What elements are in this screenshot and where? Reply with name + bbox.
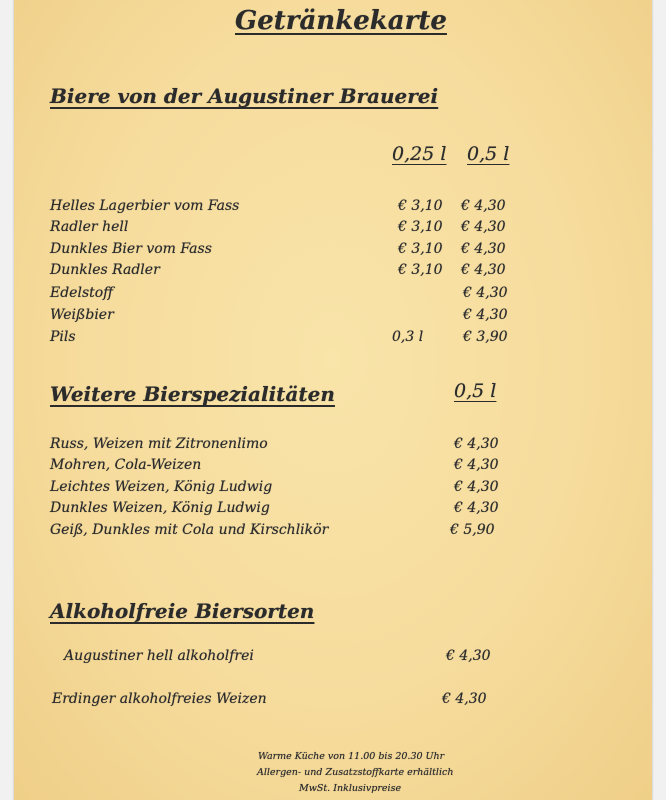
- column-head-025: 0,25 l: [392, 143, 447, 165]
- menu-item-price-small: € 3,10: [398, 262, 443, 278]
- menu-item-price: € 4,30: [454, 479, 499, 495]
- menu-item-name: Dunkles Weizen, König Ludwig: [50, 500, 270, 516]
- menu-item-name: Leichtes Weizen, König Ludwig: [50, 479, 273, 495]
- menu-item-price-large: € 4,30: [463, 285, 508, 301]
- section-heading-augustiner: Biere von der Augustiner Brauerei: [50, 84, 439, 108]
- menu-item-name: Edelstoff: [50, 285, 114, 301]
- menu-item-price-large: € 4,30: [461, 241, 506, 257]
- menu-item-name: Pils: [50, 329, 76, 345]
- menu-item-price-large: € 3,90: [463, 329, 508, 345]
- menu-item-price-large: € 4,30: [463, 307, 508, 323]
- menu-item-price: € 5,90: [450, 522, 495, 538]
- footer-kitchen-hours: Warme Küche von 11.00 bis 20.30 Uhr: [258, 751, 445, 762]
- menu-item-name: Erdinger alkoholfreies Weizen: [52, 691, 267, 707]
- menu-item-name: Weißbier: [50, 307, 114, 323]
- menu-item-name: Augustiner hell alkoholfrei: [64, 648, 254, 664]
- menu-item-size: 0,3 l: [392, 329, 424, 345]
- menu-item-price-large: € 4,30: [461, 198, 506, 214]
- column-head-05-special: 0,5 l: [454, 380, 497, 402]
- menu-item-name: Radler hell: [50, 219, 129, 235]
- section-heading-alkoholfrei: Alkoholfreie Biersorten: [50, 599, 315, 623]
- section-heading-spezialitaeten: Weitere Bierspezialitäten: [50, 382, 335, 406]
- menu-page: [14, 0, 652, 800]
- menu-item-price: € 4,30: [454, 457, 499, 473]
- page-title: Getränkekarte: [235, 6, 447, 36]
- menu-item-name: Helles Lagerbier vom Fass: [50, 198, 240, 214]
- footer-vat-note: MwSt. Inklusivpreise: [299, 783, 402, 794]
- menu-item-price-small: € 3,10: [398, 198, 443, 214]
- menu-item-price: € 4,30: [454, 500, 499, 516]
- column-head-05: 0,5 l: [467, 143, 510, 165]
- menu-item-price: € 4,30: [442, 691, 487, 707]
- menu-item-name: Dunkles Radler: [50, 262, 160, 278]
- menu-item-price: € 4,30: [446, 648, 491, 664]
- menu-item-name: Mohren, Cola-Weizen: [50, 457, 202, 473]
- menu-item-price-large: € 4,30: [461, 219, 506, 235]
- menu-item-price-small: € 3,10: [398, 219, 443, 235]
- menu-item-name: Russ, Weizen mit Zitronenlimo: [50, 436, 268, 452]
- menu-item-price-small: € 3,10: [398, 241, 443, 257]
- menu-item-name: Dunkles Bier vom Fass: [50, 241, 212, 257]
- menu-item-price-large: € 4,30: [461, 262, 506, 278]
- footer-allergen-note: Allergen- und Zusatzstoffkarte erhältlich: [257, 767, 454, 778]
- menu-item-name: Geiß, Dunkles mit Cola und Kirschlikör: [50, 522, 329, 538]
- menu-item-price: € 4,30: [454, 436, 499, 452]
